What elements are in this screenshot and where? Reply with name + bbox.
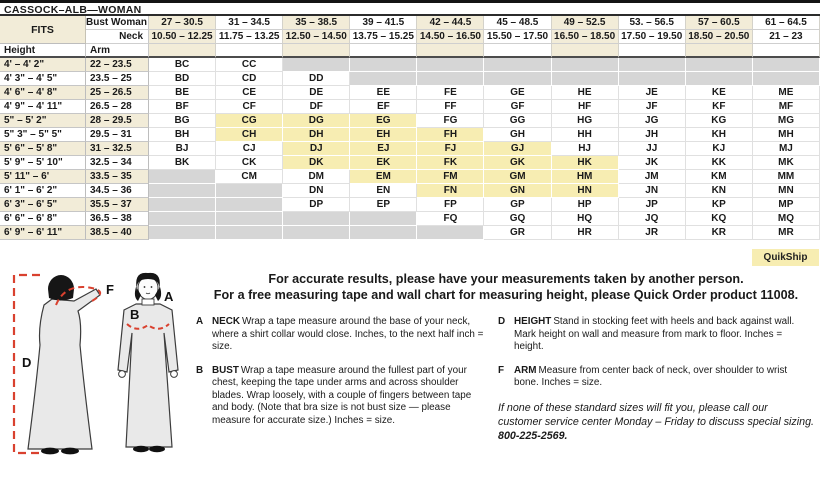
table-row [0, 156, 820, 170]
neck-range-header: 12.50 – 14.50 [283, 30, 350, 44]
size-cell: HJ [552, 142, 619, 156]
size-cell: HP [552, 198, 619, 212]
size-cell: MQ [753, 212, 820, 226]
size-cell: GP [484, 198, 551, 212]
size-cell: KM [686, 170, 753, 184]
size-cell-unavailable [686, 58, 753, 72]
arm-range-cell: 38.5 – 40 [86, 226, 149, 240]
size-cell: BJ [149, 142, 216, 156]
table-row [0, 184, 820, 198]
neck-range-header: 16.50 – 18.50 [552, 30, 619, 44]
size-cell-unavailable [283, 226, 350, 240]
size-cell: HR [552, 226, 619, 240]
table-row [0, 226, 820, 240]
size-cell: HG [552, 114, 619, 128]
size-cell: JH [619, 128, 686, 142]
size-cell-quikship: CG [216, 114, 283, 128]
size-cell: FP [417, 198, 484, 212]
special-sizing-note [498, 401, 814, 443]
size-cell-quikship: EK [350, 156, 417, 170]
size-cell-quikship: HK [552, 156, 619, 170]
size-cell-unavailable [149, 184, 216, 198]
size-cell-unavailable [417, 226, 484, 240]
instructions-left-column [196, 316, 498, 443]
size-cell: DN [283, 184, 350, 198]
size-cell: JK [619, 156, 686, 170]
size-cell-unavailable [350, 72, 417, 86]
size-cell: JG [619, 114, 686, 128]
height-range-cell: 4' – 4' 2" [0, 58, 86, 72]
size-cell: BG [149, 114, 216, 128]
height-range-cell: 6' 6" – 6' 8" [0, 212, 86, 226]
bust-range-header: 49 – 52.5 [552, 16, 619, 30]
neck-range-header: 11.75 – 13.25 [216, 30, 283, 44]
size-cell: BC [149, 58, 216, 72]
size-cell: FE [417, 86, 484, 100]
height-range-cell: 4' 6" – 4' 8" [0, 86, 86, 100]
size-cell-unavailable [619, 72, 686, 86]
instruction-arm [498, 365, 814, 390]
size-cell-unavailable [216, 184, 283, 198]
size-cell-quikship: FK [417, 156, 484, 170]
table-row [0, 114, 820, 128]
chart-title: CASSOCK–ALB—WOMAN [0, 0, 820, 16]
size-cell: MJ [753, 142, 820, 156]
instruction-text: Wrap a tape measure around the base of your neck, where a shirt collar would close. Inches, to the next half inch = size. [212, 316, 484, 352]
size-cell-quikship: HM [552, 170, 619, 184]
bust-header-row [0, 16, 820, 30]
instruction-neck [196, 316, 488, 354]
bust-range-header: 61 – 64.5 [753, 16, 820, 30]
size-cell-unavailable [350, 212, 417, 226]
size-cell: HE [552, 86, 619, 100]
arm-range-cell: 22 – 23.5 [86, 58, 149, 72]
size-cell: KQ [686, 212, 753, 226]
size-cell-quikship: CH [216, 128, 283, 142]
size-cell-unavailable [350, 226, 417, 240]
size-cell: GH [484, 128, 551, 142]
phone-number: 800-225-2569. [498, 429, 568, 442]
size-cell: DD [283, 72, 350, 86]
height-range-cell: 5' 9" – 5' 10" [0, 156, 86, 170]
size-cell-unavailable [216, 212, 283, 226]
size-cell: CK [216, 156, 283, 170]
size-cell: GE [484, 86, 551, 100]
size-cell-quikship: EJ [350, 142, 417, 156]
size-cell-unavailable [552, 58, 619, 72]
size-cell: CJ [216, 142, 283, 156]
size-cell: DM [283, 170, 350, 184]
size-cell-unavailable [283, 58, 350, 72]
header-filler-cell [753, 44, 820, 58]
instruction-height [498, 316, 814, 354]
bust-range-header: 39 – 41.5 [350, 16, 417, 30]
bust-range-header: 35 – 38.5 [283, 16, 350, 30]
neck-range-header: 13.75 – 15.25 [350, 30, 417, 44]
arm-range-cell: 28 – 29.5 [86, 114, 149, 128]
size-cell-unavailable [149, 170, 216, 184]
intro-text [196, 271, 816, 303]
size-cell-quikship: HN [552, 184, 619, 198]
header-filler-cell [686, 44, 753, 58]
size-cell-unavailable [753, 72, 820, 86]
height-range-cell: 4' 9" – 4' 11" [0, 100, 86, 114]
size-cell: GR [484, 226, 551, 240]
front-figure-shoe [133, 446, 149, 452]
size-cell: MK [753, 156, 820, 170]
arm-range-cell: 25 – 26.5 [86, 86, 149, 100]
size-cell: KJ [686, 142, 753, 156]
size-cell-unavailable [552, 72, 619, 86]
arm-range-cell: 36.5 – 38 [86, 212, 149, 226]
header-filler-cell [350, 44, 417, 58]
table-row [0, 100, 820, 114]
figure-label-arm: F [106, 282, 114, 297]
size-cell-unavailable [216, 198, 283, 212]
table-row [0, 212, 820, 226]
size-cell: GF [484, 100, 551, 114]
intro-line-1: For accurate results, please have your measurements taken by another person. [268, 272, 744, 286]
size-cell: JQ [619, 212, 686, 226]
height-range-cell: 5" – 5' 2" [0, 114, 86, 128]
size-cell-unavailable [484, 72, 551, 86]
size-cell: MG [753, 114, 820, 128]
height-range-cell: 5' 11" – 6' [0, 170, 86, 184]
size-cell-unavailable [417, 72, 484, 86]
bust-range-header: 31 – 34.5 [216, 16, 283, 30]
size-cell-quikship: EM [350, 170, 417, 184]
size-cell: CD [216, 72, 283, 86]
instruction-text: Stand in stocking feet with heels and back against wall. Mark height on wall and measure from mark to floor. Inches = height. [514, 316, 795, 352]
size-cell: BH [149, 128, 216, 142]
front-figure-shoe [149, 446, 165, 452]
instruction-key: B [196, 364, 204, 376]
size-cell: CC [216, 58, 283, 72]
size-cell-quikship: FN [417, 184, 484, 198]
size-cell: KN [686, 184, 753, 198]
size-cell-quikship: DK [283, 156, 350, 170]
size-cell: CF [216, 100, 283, 114]
size-cell-quikship: FJ [417, 142, 484, 156]
size-chart-table [0, 16, 820, 240]
size-cell: DE [283, 86, 350, 100]
header-filler-cell [417, 44, 484, 58]
size-cell: JN [619, 184, 686, 198]
size-cell: EP [350, 198, 417, 212]
instruction-key: D [498, 316, 506, 327]
arm-range-cell: 23.5 – 25 [86, 72, 149, 86]
back-figure-shoe [41, 448, 59, 455]
size-cell-unavailable [753, 58, 820, 72]
measuring-section [0, 267, 820, 472]
size-cell: KP [686, 198, 753, 212]
size-cell: DP [283, 198, 350, 212]
front-figure-collar [142, 299, 154, 305]
neck-range-header: 15.50 – 17.50 [484, 30, 551, 44]
figure-label-height: D [22, 355, 32, 370]
size-cell: EN [350, 184, 417, 198]
figure-label-bust: B [130, 307, 140, 322]
neck-range-header: 18.50 – 20.50 [686, 30, 753, 44]
height-range-cell: 5" 3" – 5" 5" [0, 128, 86, 142]
table-row [0, 128, 820, 142]
size-chart-body [0, 58, 820, 240]
front-figure-eye [151, 286, 153, 288]
back-figure-robe [28, 289, 100, 449]
height-label: Height [0, 44, 86, 58]
size-cell: EF [350, 100, 417, 114]
arm-range-cell: 29.5 – 31 [86, 128, 149, 142]
size-cell-unavailable [216, 226, 283, 240]
size-cell: EE [350, 86, 417, 100]
size-cell: JM [619, 170, 686, 184]
size-cell-unavailable [417, 58, 484, 72]
instruction-text: Wrap a tape measure around the fullest part of your chest, keeping the tape under arms and across shoulder blades. Wrap loosely, with a couple of fingers between tape and body. (Note that bra size is not bust size — please measure for accurate size.) Inches = size. [212, 364, 472, 426]
table-row [0, 142, 820, 156]
bust-range-header: 45 – 48.5 [484, 16, 551, 30]
size-cell: CM [216, 170, 283, 184]
front-figure-hand [171, 371, 178, 378]
size-cell: KE [686, 86, 753, 100]
arm-range-cell: 34.5 – 36 [86, 184, 149, 198]
bust-range-header: 27 – 30.5 [149, 16, 216, 30]
arm-range-cell: 32.5 – 34 [86, 156, 149, 170]
size-cell-quikship: GM [484, 170, 551, 184]
size-cell: BF [149, 100, 216, 114]
instruction-term: ARM [514, 364, 537, 376]
size-cell: MN [753, 184, 820, 198]
size-cell-quikship: EH [350, 128, 417, 142]
size-cell: FF [417, 100, 484, 114]
header-filler-cell [484, 44, 551, 58]
size-cell-quikship: DG [283, 114, 350, 128]
size-cell: GG [484, 114, 551, 128]
size-cell-unavailable [350, 58, 417, 72]
bust-range-header: 53. – 56.5 [619, 16, 686, 30]
header-filler-cell [619, 44, 686, 58]
size-cell: JJ [619, 142, 686, 156]
size-cell-quikship: DH [283, 128, 350, 142]
bust-range-header: 57 – 60.5 [686, 16, 753, 30]
size-cell: KK [686, 156, 753, 170]
instruction-term: HEIGHT [514, 316, 552, 327]
figure-label-neck: A [164, 289, 174, 304]
size-cell: MR [753, 226, 820, 240]
arm-range-cell: 33.5 – 35 [86, 170, 149, 184]
size-cell-quikship: FM [417, 170, 484, 184]
size-cell: JE [619, 86, 686, 100]
measurement-figure [0, 267, 196, 472]
size-cell: BE [149, 86, 216, 100]
note-text: If none of these standard sizes will fit you, please call our customer service center Monday – Friday to discuss special sizing. [498, 401, 815, 428]
size-cell: JP [619, 198, 686, 212]
neck-range-header: 21 – 23 [753, 30, 820, 44]
instruction-key: A [196, 316, 204, 327]
front-figure-hand [119, 371, 126, 378]
fits-label: FITS [0, 16, 86, 44]
size-cell: ME [753, 86, 820, 100]
height-range-cell: 5' 6" – 5' 8" [0, 142, 86, 156]
front-figure-eye [144, 286, 146, 288]
bust-range-header: 42 – 44.5 [417, 16, 484, 30]
table-row [0, 170, 820, 184]
instruction-key: F [498, 364, 505, 376]
robed-figures-illustration [0, 267, 196, 467]
size-cell: MM [753, 170, 820, 184]
table-row [0, 86, 820, 100]
size-cell-quikship: EG [350, 114, 417, 128]
measuring-content [196, 267, 820, 472]
size-cell: KF [686, 100, 753, 114]
size-cell-unavailable [619, 58, 686, 72]
arm-range-cell: 31 – 32.5 [86, 142, 149, 156]
size-cell: JR [619, 226, 686, 240]
back-figure-hair [48, 275, 74, 301]
instruction-text: Measure from center back of neck, over shoulder to wrist bone. Inches = size. [514, 364, 788, 388]
size-cell-unavailable [149, 226, 216, 240]
size-cell: KG [686, 114, 753, 128]
size-cell: BD [149, 72, 216, 86]
height-range-cell: 6' 3" – 6' 5" [0, 198, 86, 212]
height-range-cell: 4' 3" – 4' 5" [0, 72, 86, 86]
front-figure-robe [118, 304, 178, 447]
header-filler-cell [216, 44, 283, 58]
quikship-badge: QuikShip [752, 249, 819, 266]
size-cell-quikship: GJ [484, 142, 551, 156]
size-cell: HF [552, 100, 619, 114]
size-cell: FQ [417, 212, 484, 226]
table-row [0, 198, 820, 212]
size-cell: DF [283, 100, 350, 114]
size-cell: FG [417, 114, 484, 128]
size-cell: HQ [552, 212, 619, 226]
arm-label: Arm [86, 44, 149, 58]
instruction-term: NECK [212, 316, 240, 327]
size-cell-unavailable [149, 198, 216, 212]
height-range-cell: 6' 9" – 6' 11" [0, 226, 86, 240]
table-row [0, 58, 820, 72]
header-filler-cell [552, 44, 619, 58]
intro-line-2: For a free measuring tape and wall chart for measuring height, please Quick Order product 11008. [213, 288, 799, 302]
size-cell: GQ [484, 212, 551, 226]
neck-range-header: 10.50 – 12.25 [149, 30, 216, 44]
size-cell-quikship: GK [484, 156, 551, 170]
size-cell: KH [686, 128, 753, 142]
size-cell-unavailable [484, 58, 551, 72]
neck-label: Neck [86, 30, 149, 44]
size-cell: KR [686, 226, 753, 240]
size-cell: MP [753, 198, 820, 212]
header-filler-cell [283, 44, 350, 58]
instruction-term: BUST [212, 364, 239, 376]
neck-header-row [0, 30, 820, 44]
size-cell-quikship: DJ [283, 142, 350, 156]
size-cell-quikship: GN [484, 184, 551, 198]
back-figure-shoe [61, 448, 79, 455]
header-filler-cell [149, 44, 216, 58]
size-cell-unavailable [686, 72, 753, 86]
size-cell: MH [753, 128, 820, 142]
size-cell: BK [149, 156, 216, 170]
size-cell-unavailable [149, 212, 216, 226]
size-cell: MF [753, 100, 820, 114]
table-row [0, 72, 820, 86]
arm-range-cell: 35.5 – 37 [86, 198, 149, 212]
size-cell: CE [216, 86, 283, 100]
size-cell: JF [619, 100, 686, 114]
instruction-bust [196, 365, 488, 428]
arm-range-cell: 26.5 – 28 [86, 100, 149, 114]
size-cell-quikship: FH [417, 128, 484, 142]
height-arm-header-row [0, 44, 820, 58]
instructions-right-column [498, 316, 816, 443]
neck-range-header: 14.50 – 16.50 [417, 30, 484, 44]
size-cell: HH [552, 128, 619, 142]
size-cell-unavailable [283, 212, 350, 226]
height-range-cell: 6' 1" – 6' 2" [0, 184, 86, 198]
bust-label: Bust Woman [86, 16, 149, 30]
neck-range-header: 17.50 – 19.50 [619, 30, 686, 44]
